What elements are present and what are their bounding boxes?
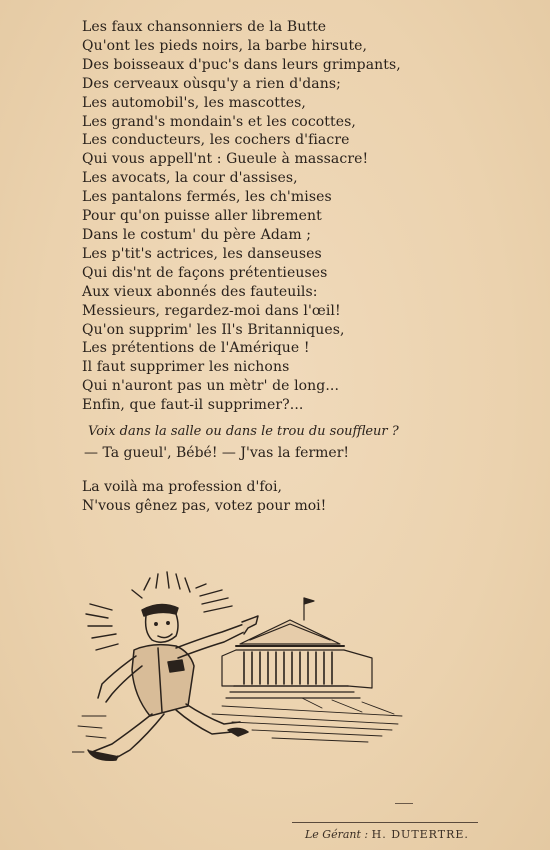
- coda-line: N'vous gênez pas, votez pour moi!: [82, 498, 327, 514]
- motion-lines: [72, 716, 106, 752]
- coda-line: La voilà ma profession d'foi,: [82, 479, 282, 495]
- verse-line: Les faux chansonniers de la Butte: [82, 19, 327, 35]
- man-figure: [88, 604, 258, 760]
- coda: [82, 478, 326, 516]
- footer-label: Le Gérant :: [305, 828, 369, 841]
- verse-line: Messieurs, regardez-moi dans l'œil!: [82, 302, 341, 319]
- verse-line: Qui vous appell'nt : Gueule à massacre!: [82, 151, 369, 168]
- footer-name: H. DUTERTRE.: [371, 828, 469, 841]
- verse-line: Enfin, que faut-il supprimer?...: [82, 397, 304, 414]
- verse-line: Les avocats, la cour d'assises,: [82, 170, 298, 187]
- verse-line: Pour qu'on puisse aller librement: [82, 208, 322, 225]
- verse-line: Qu'on supprim' les Il's Britanniques,: [82, 321, 345, 338]
- footer-credit: [305, 828, 469, 841]
- verse-line: Les pantalons fermés, les ch'mises: [82, 189, 332, 206]
- verse-line: Des boisseaux d'puc's dans leurs grimpants,: [82, 56, 401, 73]
- verse-line: Des cerveaux oùsqu'y a rien d'dans;: [82, 75, 341, 92]
- verse-line: Les p'tit's actrices, les danseuses: [82, 245, 322, 262]
- divider: [395, 803, 413, 804]
- reply-line: — Ta gueul', Bébé! — J'vas la fermer!: [84, 445, 350, 461]
- verse-line: Les automobil's, les mascottes,: [82, 94, 306, 111]
- verse: [82, 18, 502, 415]
- verse-line: Qui n'auront pas un mètr' de long...: [82, 378, 340, 395]
- stage-direction: Voix dans la salle ou dans le trou du souffleur ?: [88, 424, 399, 439]
- verse-line: Qu'ont les pieds noirs, la barbe hirsute,: [82, 37, 368, 54]
- verse-line: Les grand's mondain's et les cocottes,: [82, 113, 356, 130]
- verse-line: Dans le costum' du père Adam ;: [82, 226, 312, 243]
- verse-line: Aux vieux abonnés des fauteuils:: [82, 283, 318, 300]
- verse-line: Il faut supprimer les nichons: [82, 359, 290, 376]
- verse-line: Les prétentions de l'Amérique !: [82, 340, 310, 357]
- illustration: [72, 566, 412, 771]
- footer-rule: [292, 822, 478, 823]
- verse-line: Les conducteurs, les cochers d'fiacre: [82, 132, 350, 149]
- verse-line: Qui dis'nt de façons prétentieuses: [82, 264, 328, 281]
- building: [222, 598, 372, 698]
